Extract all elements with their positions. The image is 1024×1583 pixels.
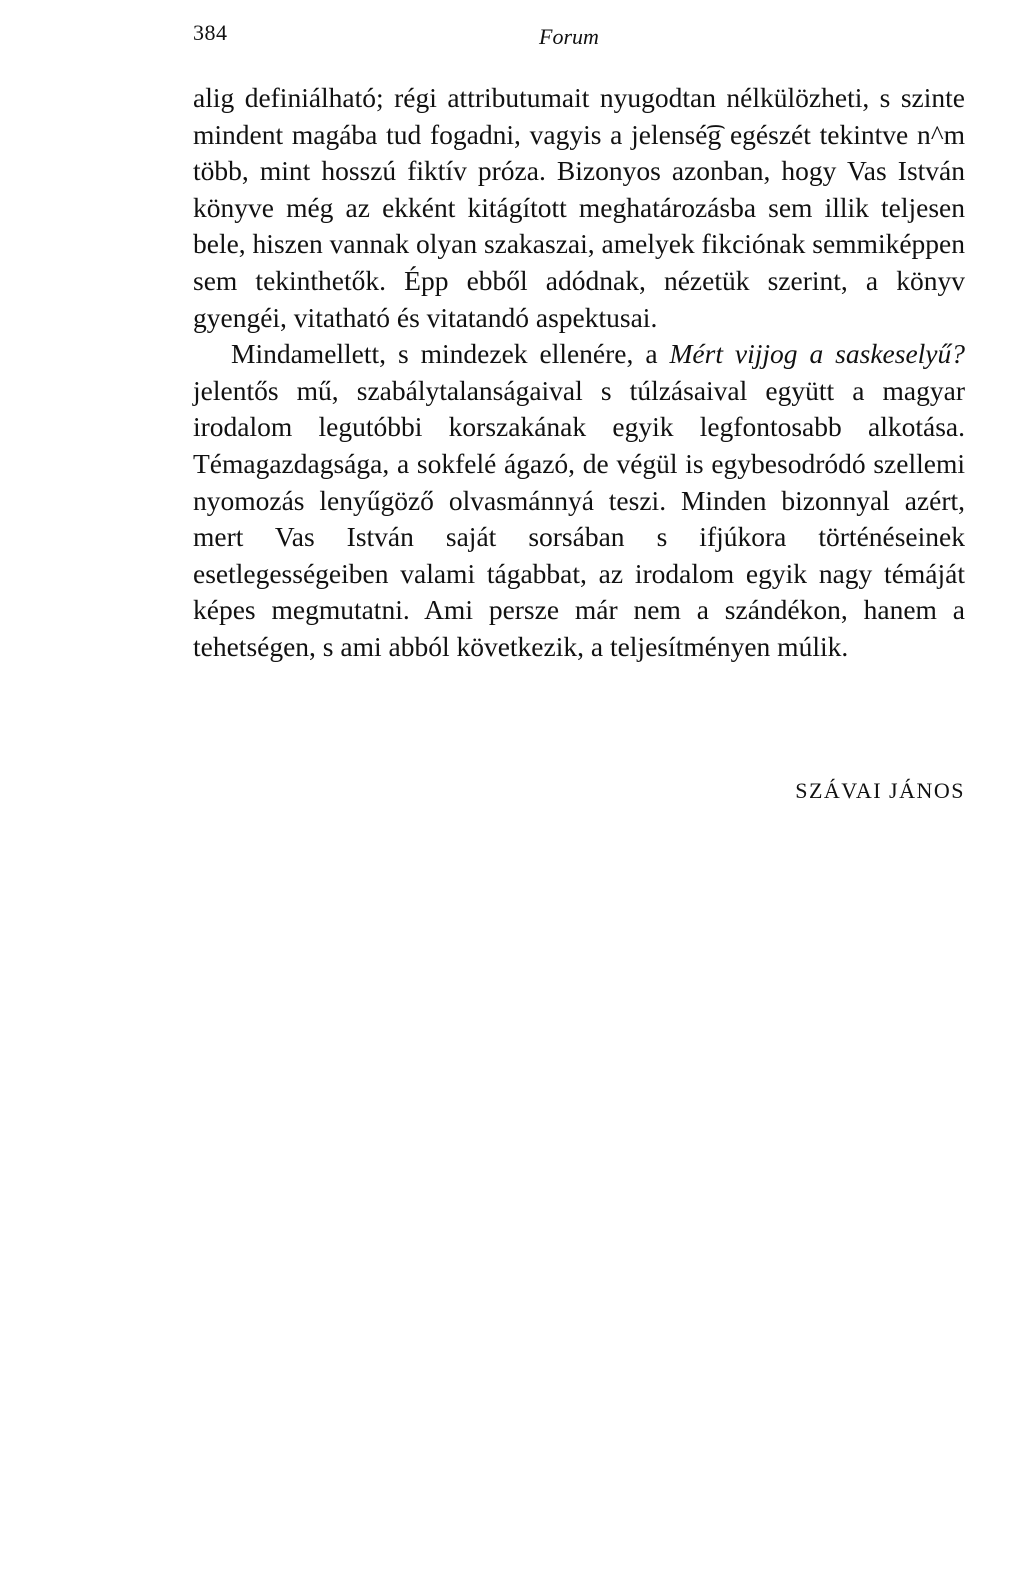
paragraph-lead: Mindamellett, s mindezek ellenére, a <box>231 338 670 370</box>
article-body <box>193 80 965 666</box>
book-title: Mért vijjog a saskeselyű? <box>669 338 966 370</box>
paragraph <box>193 336 965 665</box>
author-signature: SZÁVAI JÁNOS <box>795 778 965 803</box>
paragraph: alig definiálható; régi attributumait nyugodtan nélkülözheti, s szinte mindent magába tud fogadni, vagyis a jelensé͡g egészét tekintve n^m több, mint hosszú fiktív próza. Bizonyos azonban, hogy Vas István könyve még az ekként kitágított meghatározásba sem illik teljesen bele, hiszen vannak olyan szakaszai, amelyek fikciónak semmiképpen sem tekinthetők. Épp ebből adódnak, nézetük szerint, a könyv gyengéi, vitatható és vitatandó aspektusai. <box>193 82 966 333</box>
page-number: 384 <box>193 20 228 45</box>
journal-title: Forum <box>539 24 599 49</box>
running-head <box>193 18 965 54</box>
paragraph-text: jelentős mű, szabálytalanságaival s túlzásaival együtt a magyar irodalom legutóbbi korszakának egyik legfontosabb alkotása. Témagazdagsága, a sokfelé ágazó, de végül is egybesodródó szellemi nyomozás lenyűgöző olvasmánnyá teszi. Minden bizonnyal azért, mert Vas István saját sorsában s ifjúkora történéseinek esetlegességeiben valami tágabbat, az irodalom egyik nagy témáját képes megmutatni. Ami persze már nem a szándékon, hanem a tehetségen, s ami abból következik, a teljesítményen múlik. <box>193 374 965 662</box>
